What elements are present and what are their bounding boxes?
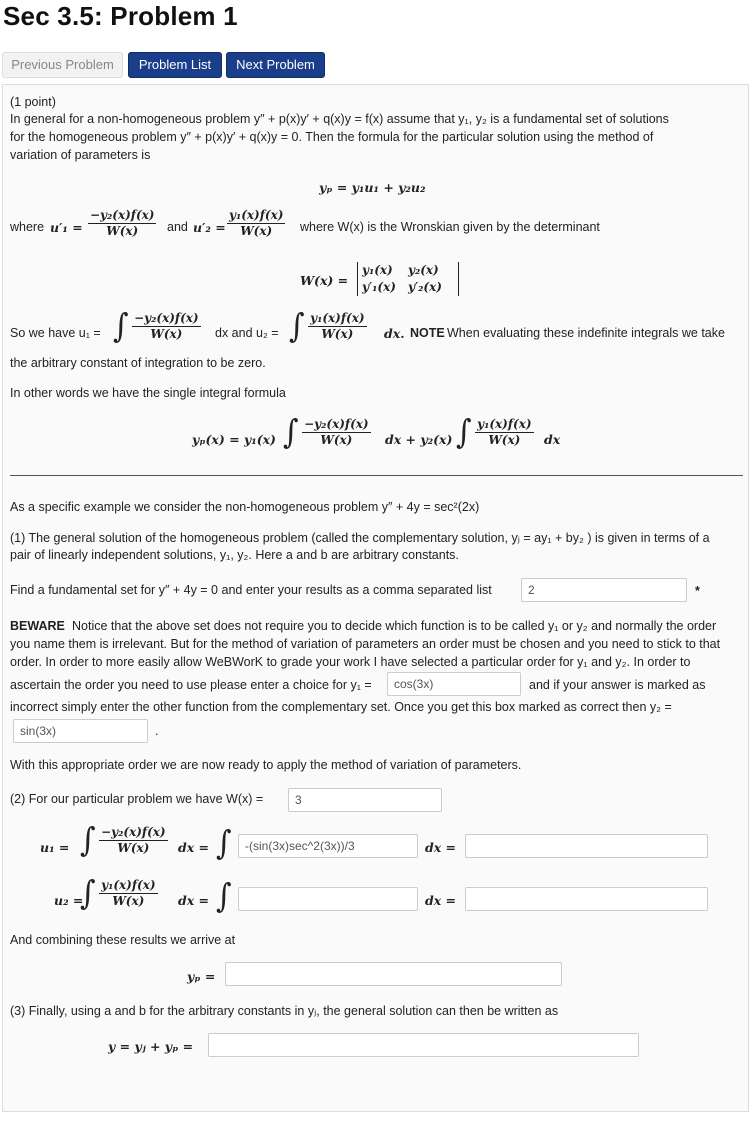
single-formula-integral-2 xyxy=(456,415,534,450)
fraction-denominator: W(x) xyxy=(117,841,150,855)
single-formula-lhs: yₚ(x) = y₁(x) xyxy=(192,432,276,447)
wronskian-lhs: W(x) = xyxy=(300,273,349,288)
integral-sign-icon: ∫ xyxy=(80,821,96,860)
u2-integral xyxy=(289,309,367,344)
dx-eq-label-4: dx = xyxy=(425,893,457,908)
fraction-numerator: −y₂(x)f(x) xyxy=(101,825,166,839)
example-intro: As a specific example we consider the non-homogeneous problem y″ + 4y = sec²(2x) xyxy=(10,500,480,514)
wronskian-description: where W(x) is the Wronskian given by the determinant xyxy=(300,220,600,234)
section-divider xyxy=(10,475,743,476)
u2-prime-label: u′₂ = xyxy=(193,220,226,235)
beware-line-4b: and if your answer is marked as xyxy=(529,678,706,692)
u1-integral-sign xyxy=(216,826,232,861)
find-set-text: Find a fundamental set for y″ + 4y = 0 and enter your results as a comma separated list xyxy=(10,583,492,597)
u1-integrand-input[interactable]: -(sin(3x)sec^2(3x))/3 xyxy=(238,834,418,858)
intro-line-3: variation of parameters is xyxy=(10,148,151,162)
part1-line-2: pair of linearly independent solutions, y₁, y₂. Here a and b are arbitrary constants. xyxy=(10,548,459,562)
fraction-denominator: W(x) xyxy=(320,433,353,447)
integral-sign-icon: ∫ xyxy=(80,874,96,913)
u1-prime-label: u′₁ = xyxy=(50,220,83,235)
integral-sign-icon: ∫ xyxy=(113,307,129,346)
u2-integrand-input[interactable] xyxy=(238,887,418,911)
required-mark: * xyxy=(695,584,700,598)
intro-line-2: for the homogeneous problem y″ + p(x)y′ + q(x)y = 0. Then the formula for the particular solution using the method of xyxy=(10,130,654,144)
wronskian-input[interactable]: 3 xyxy=(288,788,442,812)
yp-label: yₚ = xyxy=(187,969,216,984)
u1-integral-expression xyxy=(80,823,168,858)
part2-text: (2) For our particular problem we have W(x) = xyxy=(10,792,264,806)
note-text-2: the arbitrary constant of integration to be zero. xyxy=(10,356,266,370)
fraction-denominator: W(x) xyxy=(106,224,139,238)
dx-plus-y2-label: dx + y₂(x) xyxy=(385,432,453,447)
y2-choice-input[interactable]: sin(3x) xyxy=(13,719,148,743)
points-label: (1 point) xyxy=(10,95,56,109)
intro-line-1: In general for a non-homogeneous problem y″ + p(x)y′ + q(x)y = f(x) assume that y₁, y₂ is a fundamental set of solutions xyxy=(10,112,669,126)
fraction-numerator: y₁(x)f(x) xyxy=(477,417,532,431)
dx-and-u2-label: dx and u₂ = xyxy=(215,326,279,340)
fraction-denominator: W(x) xyxy=(321,327,354,341)
where-label: where xyxy=(10,220,45,234)
combining-text: And combining these results we arrive at xyxy=(10,933,236,947)
page-title: Sec 3.5: Problem 1 xyxy=(3,1,238,31)
fraction-numerator: y₁(x)f(x) xyxy=(310,311,365,325)
period: . xyxy=(155,724,159,738)
problem-list-button[interactable]: Problem List xyxy=(128,52,222,78)
u2-label: u₂ = xyxy=(54,893,84,908)
fraction-denominator: W(x) xyxy=(488,433,521,447)
single-formula-integral-1 xyxy=(283,415,371,450)
det-y2-prime: y′₂(x) xyxy=(408,280,442,294)
wronskian-determinant xyxy=(357,262,459,296)
so-we-have-label: So we have u₁ = xyxy=(10,326,101,340)
u2-result-input[interactable] xyxy=(465,887,708,911)
fraction-denominator: W(x) xyxy=(112,894,145,908)
dx-eq-label-3: dx = xyxy=(178,893,210,908)
fraction-numerator: −y₂(x)f(x) xyxy=(134,311,199,325)
u2-prime-fraction xyxy=(227,208,285,239)
dx-eq-label-2: dx = xyxy=(425,840,457,855)
appropriate-order-text: With this appropriate order we are now ready to apply the method of variation of parameters. xyxy=(10,758,522,772)
u2-integral-expression xyxy=(80,876,158,911)
yp-input[interactable] xyxy=(225,962,562,986)
fraction-numerator: y₁(x)f(x) xyxy=(229,208,284,222)
part3-text: (3) Finally, using a and b for the arbitrary constants in yⱼ, the general solution can then be written as xyxy=(10,1004,559,1018)
dx-eq-label: dx = xyxy=(178,840,210,855)
integral-sign-icon: ∫ xyxy=(456,413,472,452)
fraction-numerator: −y₂(x)f(x) xyxy=(90,208,155,222)
u1-integral xyxy=(113,309,201,344)
previous-problem-button[interactable]: Previous Problem xyxy=(2,52,123,78)
det-y1: y₁(x) xyxy=(362,263,393,277)
u1-result-input[interactable] xyxy=(465,834,708,858)
yp-formula: yₚ = y₁u₁ + y₂u₂ xyxy=(319,180,426,195)
integral-sign-icon: ∫ xyxy=(216,877,232,916)
beware-line-3: order. In order to more easily allow WeBWorK to grade your work I have selected a particular order for y₁ and y₂. In order to xyxy=(10,655,691,669)
fundamental-set-input[interactable]: 2 xyxy=(521,578,687,602)
note-label: NOTE xyxy=(410,326,445,340)
beware-line-5: incorrect simply enter the other function from the complementary set. Once you get this box marked as correct then y₂ = xyxy=(10,700,672,714)
dx-label-final: dx xyxy=(544,432,561,447)
u1-prime-fraction xyxy=(88,208,156,239)
other-words-text: In other words we have the single integral formula xyxy=(10,386,286,400)
fraction-denominator: W(x) xyxy=(240,224,273,238)
det-y1-prime: y′₁(x) xyxy=(362,280,396,294)
note-text: When evaluating these indefinite integrals we take xyxy=(447,326,725,340)
beware-label: BEWARE xyxy=(10,619,65,633)
integral-sign-icon: ∫ xyxy=(216,824,232,863)
and-label: and xyxy=(167,220,188,234)
u1-label: u₁ = xyxy=(40,840,70,855)
u2-integral-sign xyxy=(216,879,232,914)
beware-line-2: you name them is irrelevant. But for the method of variation of parameters an order must be chosen and you need to stick to that xyxy=(10,637,721,651)
integral-sign-icon: ∫ xyxy=(283,413,299,452)
fraction-numerator: y₁(x)f(x) xyxy=(101,878,156,892)
next-problem-button[interactable]: Next Problem xyxy=(226,52,325,78)
part1-line-1: (1) The general solution of the homogeneous problem (called the complementary solution, yⱼ = ay₁ + by₂ ) is given in terms of a xyxy=(10,531,710,545)
det-y2: y₂(x) xyxy=(408,263,439,277)
integral-sign-icon: ∫ xyxy=(289,307,305,346)
beware-line-4a: ascertain the order you need to use please enter a choice for y₁ = xyxy=(10,678,372,692)
fraction-denominator: W(x) xyxy=(150,327,183,341)
general-solution-label: y = yⱼ + yₚ = xyxy=(108,1039,194,1054)
fraction-numerator: −y₂(x)f(x) xyxy=(304,417,369,431)
y1-choice-input[interactable]: cos(3x) xyxy=(387,672,521,696)
general-solution-input[interactable] xyxy=(208,1033,639,1057)
beware-line-1: Notice that the above set does not require you to decide which function is to be called y₁ or y₂ and normally the order xyxy=(72,619,717,633)
dx-label: dx. xyxy=(384,326,405,341)
